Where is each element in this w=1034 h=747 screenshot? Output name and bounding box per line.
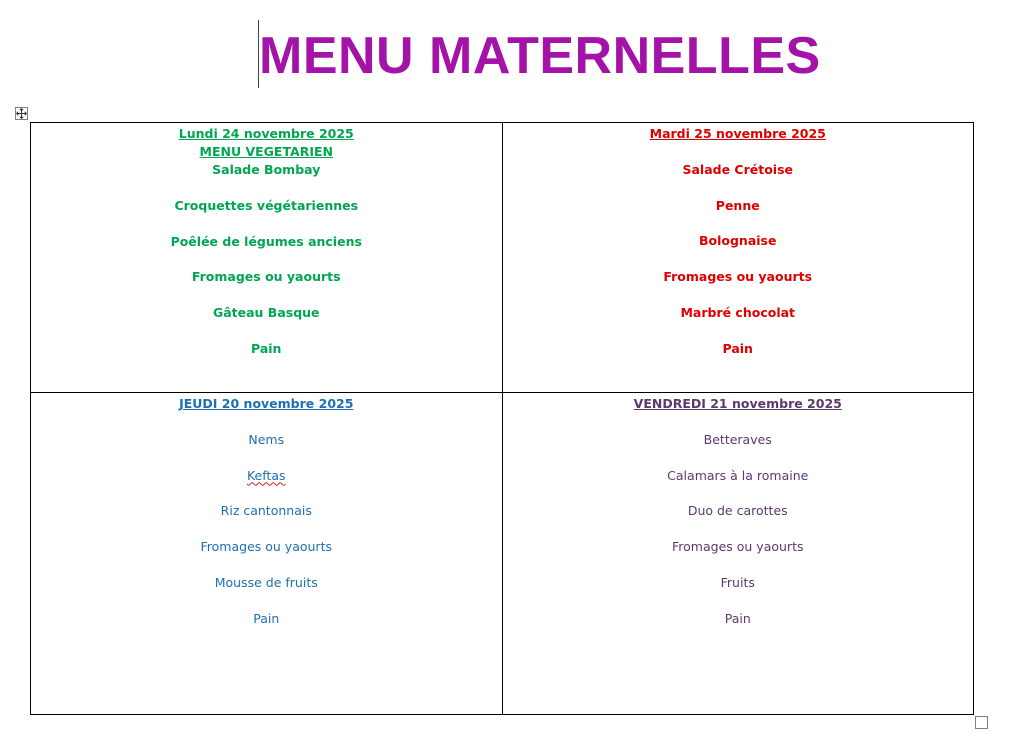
menu-item: Fromages ou yaourts	[191, 269, 341, 285]
menu-item: Salade Crétoise	[682, 161, 794, 177]
day-heading-jeudi: JEUDI 20 novembre 2025	[179, 396, 354, 411]
menu-item: Nems	[248, 431, 285, 447]
page-title: MENU MATERNELLES	[259, 27, 821, 85]
menu-item: Mousse de fruits	[214, 574, 318, 590]
cell-jeudi[interactable]	[31, 393, 503, 715]
cell-vendredi[interactable]	[502, 393, 974, 715]
menu-item: Calamars à la romaine	[667, 467, 809, 483]
menu-item: Pain	[251, 340, 282, 356]
day-heading-vendredi: VENDREDI 21 novembre 2025	[633, 396, 842, 411]
menu-item: Gâteau Basque	[212, 305, 320, 321]
menu-item: Fromages ou yaourts	[663, 269, 813, 285]
menu-item: Marbré chocolat	[680, 304, 796, 320]
menu-item: Fruits	[720, 574, 755, 590]
menu-item: Bolognaise	[699, 233, 777, 249]
menu-item: Croquettes végétariennes	[174, 197, 359, 213]
menu-item: Betteraves	[703, 431, 772, 447]
menu-item: Pain	[724, 610, 751, 626]
table-resize-handle[interactable]	[975, 716, 988, 729]
menu-item: Fromages ou yaourts	[672, 539, 804, 555]
menu-item: Duo de carottes	[687, 503, 788, 519]
menu-item	[31, 467, 502, 485]
day-heading-mardi: Mardi 25 novembre 2025	[649, 126, 826, 141]
menu-item: Pain	[253, 610, 280, 626]
menu-item: Riz cantonnais	[220, 503, 312, 519]
menu-item: Fromages ou yaourts	[200, 539, 332, 555]
menu-item: Penne	[715, 197, 760, 213]
menu-item: Salade Bombay	[212, 162, 321, 177]
day-heading-lundi: Lundi 24 novembre 2025	[178, 126, 354, 141]
cell-mardi[interactable]	[502, 123, 974, 393]
cell-lundi[interactable]	[31, 123, 503, 393]
spellcheck-word[interactable]: Keftas	[246, 467, 286, 483]
menu-subtitle: MENU VEGETARIEN	[199, 144, 333, 159]
menu-table	[30, 122, 974, 715]
menu-item: Pain	[722, 340, 753, 356]
menu-item: Poêlée de légumes anciens	[170, 233, 362, 249]
table-move-handle-icon[interactable]	[15, 107, 28, 120]
